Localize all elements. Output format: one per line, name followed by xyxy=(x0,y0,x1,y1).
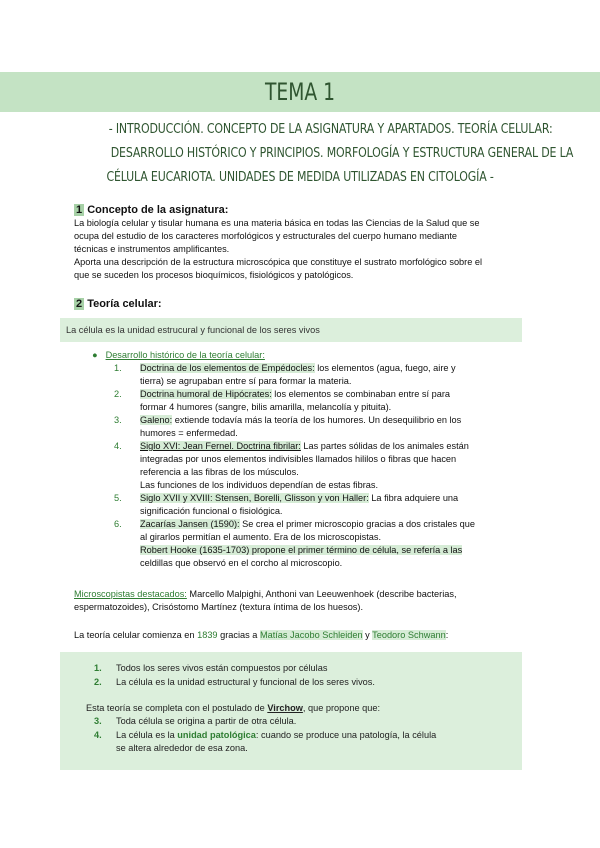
item-text: al girarlos permitían el aumento. Era de los microscopistas. xyxy=(140,532,382,542)
item-text: celdillas que observó en el corcho al microscopio. xyxy=(140,558,343,568)
text-span: gracias a xyxy=(217,630,260,640)
item-number: 2. xyxy=(94,677,102,687)
virchow-line xyxy=(86,702,380,715)
section-number: 1 xyxy=(76,204,83,216)
list-item xyxy=(114,414,525,440)
item-text: tierra) se agrupaban entre sí para formar la materia. xyxy=(140,376,352,386)
bullet-icon: ● xyxy=(92,350,98,360)
author-schleiden: Matías Jacobo Schleiden xyxy=(259,630,363,640)
section-title: Concepto de la asignatura: xyxy=(87,204,229,216)
item-text: referencia a las fibras de los músculos. xyxy=(140,467,299,477)
text-span: La célula es la xyxy=(116,730,178,740)
principle-item xyxy=(94,676,375,689)
item-text: Las funciones de los individuos dependían de estas fibras. xyxy=(140,480,379,490)
item-text: formar 4 humores (sangre, bilis amarilla, melancolía y pituita). xyxy=(140,402,392,412)
subtitle-line: - INTRODUCCIÓN. CONCEPTO DE LA ASIGNATURA Y APARTADOS. TEORÍA CELULAR: xyxy=(108,122,553,137)
item-number: 1. xyxy=(114,363,122,373)
virchow-name: Virchow xyxy=(267,703,303,713)
subtitle xyxy=(60,118,574,190)
text-line: espermatozoides), Crisóstomo Martínez (textura íntima de los huesos). xyxy=(74,602,364,612)
item-text: La fibra adquiere una xyxy=(368,493,459,503)
text-line: técnicas e instrumentos amplificantes. xyxy=(74,244,230,254)
principle-text: Todos los seres vivos están compuestos por células xyxy=(116,663,328,673)
item-number: 3. xyxy=(114,415,122,425)
list-item xyxy=(114,492,525,518)
list-item xyxy=(114,362,525,388)
box-text: La célula es la unidad estrucural y funcional de los seres vivos xyxy=(66,325,320,335)
principle-text: Toda célula se origina a partir de otra célula. xyxy=(116,716,297,726)
principle-item xyxy=(94,662,327,675)
list-item xyxy=(114,440,525,492)
principle-text: La célula es la unidad estructural y funcional de los seres vivos. xyxy=(116,677,375,687)
text-line: que se suceden los procesos bioquímicos, fisiológicos y patológicos. xyxy=(74,270,354,280)
list-item xyxy=(114,388,525,414)
theory-year: 1839 xyxy=(197,630,218,640)
microscopists-label: Microscopistas destacados: xyxy=(74,589,187,599)
item-text: Las partes sólidas de los animales están xyxy=(300,441,469,451)
item-number: 3. xyxy=(94,716,102,726)
text-line: Aporta una descripción de la estructura microscópica que constituye el sustrato morfológico sobre el xyxy=(74,257,483,267)
item-number: 1. xyxy=(94,663,102,673)
text-span: y xyxy=(362,630,373,640)
item-text: Robert Hooke (1635-1703) propone el primer término de célula, se refería a las xyxy=(140,545,463,555)
page-title: TEMA 1 xyxy=(264,78,336,106)
history-list xyxy=(114,362,525,570)
item-highlight: Zacarías Jansen (1590): xyxy=(140,519,240,529)
item-number: 5. xyxy=(114,493,122,503)
item-number: 4. xyxy=(94,730,102,740)
highlight-box xyxy=(60,318,522,342)
principles-box xyxy=(60,652,522,770)
item-text: extiende todavía más la teoría de los humores. Un desequilibrio en los xyxy=(172,415,462,425)
section-1-heading xyxy=(74,203,228,217)
item-highlight: Siglo XVII y XVIII: Stensen, Borelli, Glisson y von Haller: xyxy=(140,493,369,503)
principle-text: se altera alrededor de esa zona. xyxy=(116,743,248,753)
subtitle-line: DESARROLLO HISTÓRICO Y PRINCIPIOS. MORFOLOGÍA Y ESTRUCTURA GENERAL DE LA xyxy=(110,146,574,161)
author-schwann: Teodoro Schwann xyxy=(372,630,446,640)
text-line: ocupa del estudio de los caracteres morfológicos y estructurales del cuerpo humano mediante xyxy=(74,231,458,241)
text-line: Marcello Malpighi, Anthoni van Leeuwenhoek (describe bacterias, xyxy=(186,589,457,599)
item-highlight: Galeno: xyxy=(140,415,173,425)
principle-highlight: unidad patológica xyxy=(177,730,256,740)
text-span: , que propone que: xyxy=(302,703,381,713)
item-text: los elementos (agua, fuego, aire y xyxy=(314,363,456,373)
section-number: 2 xyxy=(76,298,83,310)
text-span: La teoría celular comienza en xyxy=(74,630,198,640)
item-text: integradas por unos elementos indivisibles llamados hililos o fibras que hacen xyxy=(140,454,457,464)
item-text: Se crea el primer microscopio gracias a dos cristales que xyxy=(239,519,475,529)
text-span: : cuando se produce una patología, la célula xyxy=(255,730,437,740)
list-item xyxy=(114,518,525,570)
principle-item xyxy=(94,715,296,728)
item-text: significación funcional o fisiológica. xyxy=(140,506,283,516)
section-1-body xyxy=(74,217,534,282)
section-2-heading xyxy=(74,297,162,311)
theory-paragraph xyxy=(74,629,534,642)
item-number: 6. xyxy=(114,519,122,529)
item-highlight: Doctrina humoral de Hipócrates: xyxy=(140,389,272,399)
text-span: : xyxy=(445,630,449,640)
text-span: Esta teoría se completa con el postulado de xyxy=(86,703,268,713)
bullet-label: Desarrollo histórico de la teoría celular: xyxy=(105,350,265,360)
microscopists-paragraph xyxy=(74,588,534,614)
item-highlight: Doctrina de los elementos de Empédocles: xyxy=(140,363,315,373)
item-number: 2. xyxy=(114,389,122,399)
text-line: La biología celular y tisular humana es una materia básica en todas las Ciencias de la Salud que se xyxy=(74,218,480,228)
item-text: los elementos se combinaban entre sí para xyxy=(271,389,450,399)
item-highlight: Siglo XVI: Jean Fernel. Doctrina fibrilar: xyxy=(140,441,301,451)
section-title: Teoría celular: xyxy=(87,298,162,310)
item-text: humores = enfermedad. xyxy=(140,428,238,438)
principle-item xyxy=(94,729,436,755)
item-number: 4. xyxy=(114,441,122,451)
bullet-item xyxy=(92,349,265,362)
subtitle-line: CÉLULA EUCARIOTA. UNIDADES DE MEDIDA UTILIZADAS EN CITOLOGÍA - xyxy=(106,170,494,185)
